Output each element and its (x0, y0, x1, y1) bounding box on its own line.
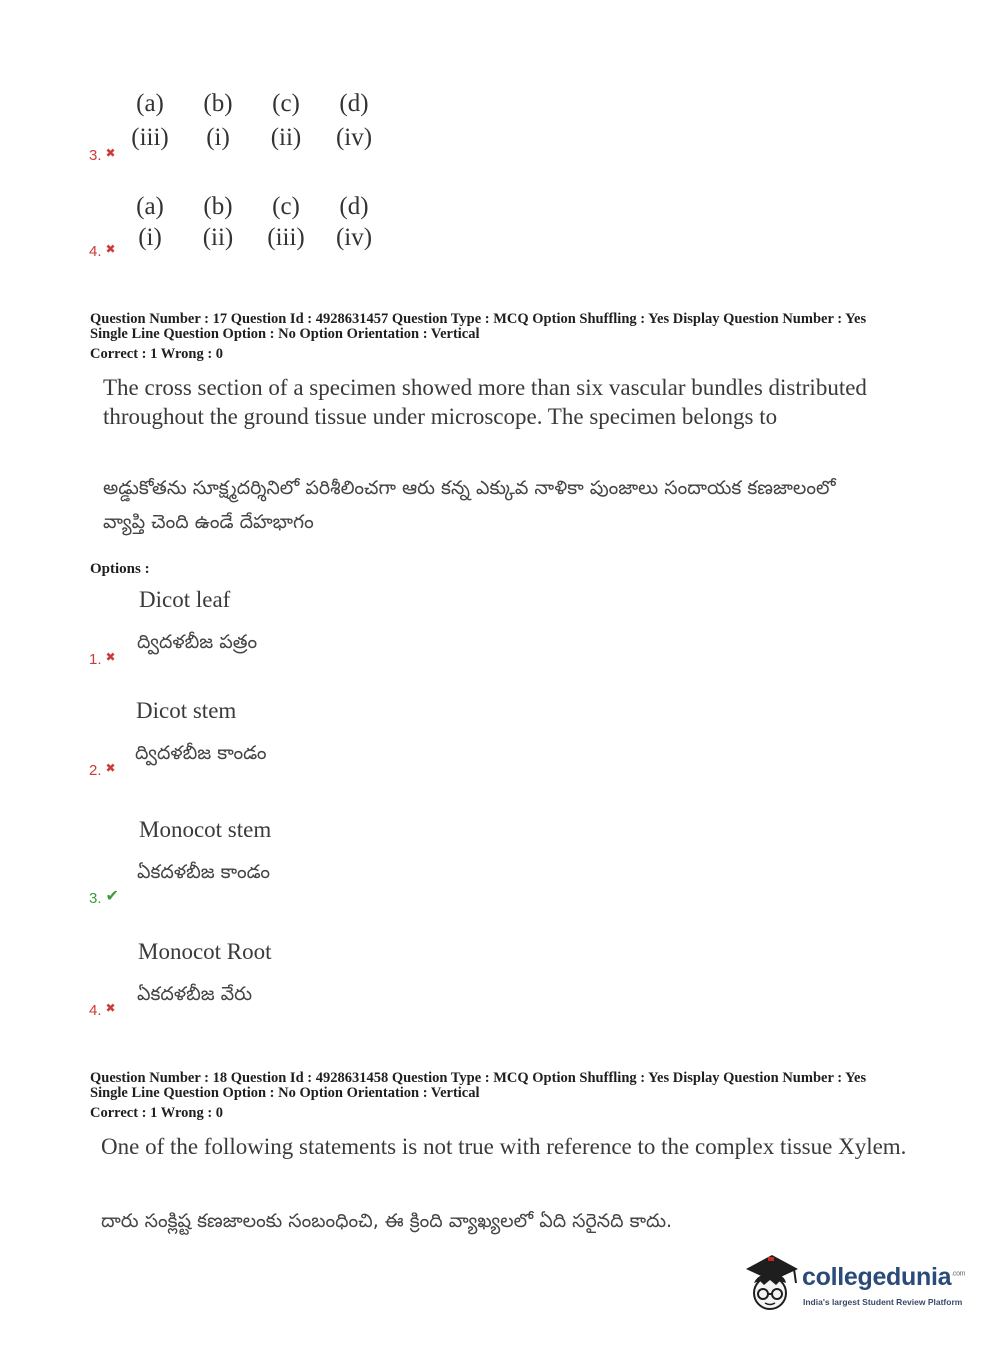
option-text-te: ఏకదళబీజ వేరు (137, 983, 253, 1005)
match-cell: (i) (138, 224, 162, 251)
meta-line: Question Number : 17 Question Id : 4928631457 Question Type : MCQ Option Shuffling : Yes Display Question Number : Yes (90, 311, 867, 327)
option-number (89, 651, 116, 668)
meta-line: Correct : 1 Wrong : 0 (90, 346, 224, 362)
match-cell: (a) (136, 90, 164, 117)
options-label: Options : (90, 561, 150, 577)
match-cell: (d) (339, 90, 369, 117)
logo-name: collegedunia (802, 1263, 952, 1291)
option-text-en: Monocot Root (138, 939, 272, 964)
match-cell: (c) (272, 90, 300, 117)
question-text-en (103, 373, 867, 431)
option-number-label: 4. (89, 1002, 102, 1019)
option-number (89, 888, 119, 908)
match-cell: (b) (203, 90, 233, 117)
option-number-label: 1. (89, 651, 102, 668)
match-cell: (c) (272, 193, 300, 220)
match-cell: (iv) (335, 224, 373, 251)
match-header-row (116, 193, 388, 221)
cross-icon: ✖ (105, 242, 116, 256)
option-number (89, 1002, 116, 1019)
option-number (89, 147, 116, 164)
match-cell: (iv) (335, 124, 373, 151)
cross-icon: ✖ (105, 1001, 116, 1015)
collegedunia-logo[interactable] (740, 1249, 970, 1319)
question-text-en: One of the following statements is not true with reference to the complex tissue Xylem. (101, 1134, 907, 1159)
question-text-line: throughout the ground tissue under microscope. The specimen belongs to (103, 404, 778, 429)
cross-icon: ✖ (105, 146, 116, 160)
question-text-line: వ్యాప్తి చెంది ఉండే దేహభాగం (103, 511, 314, 533)
checkmark-icon: ✔ (105, 888, 119, 905)
option-text-en: Dicot leaf (139, 587, 231, 612)
option-number-label: 3. (89, 890, 102, 907)
logo-tagline: India's largest Student Review Platform (803, 1297, 963, 1307)
logo-wordmark (802, 1263, 965, 1292)
question-meta (90, 312, 866, 362)
option-number (89, 762, 116, 779)
option-number (89, 243, 116, 260)
option-number-label: 4. (89, 243, 102, 260)
mascot-icon (740, 1249, 802, 1315)
match-cell: (a) (136, 193, 164, 220)
match-cell: (ii) (202, 224, 234, 251)
cross-icon: ✖ (105, 761, 116, 775)
match-cell: (b) (203, 193, 233, 220)
option-text-te: ఏకదళబీజ కాండం (137, 861, 270, 883)
meta-line: Question Number : 18 Question Id : 4928631458 Question Type : MCQ Option Shuffling : Yes Display Question Number : Yes (90, 1070, 867, 1086)
question-text-te (103, 471, 836, 539)
option-number-label: 3. (89, 147, 102, 164)
question-text-line: అడ్డుకోతను సూక్ష్మదర్శినిలో పరిశీలించగా ఆరు కన్న ఎక్కువ నాళికా పుంజాలు సందాయక కణజాలంలో (103, 477, 836, 499)
option-text-te: ద్విదళబీజ కాండం (135, 742, 267, 764)
option-text-en: Dicot stem (136, 698, 237, 723)
match-value-row (116, 224, 388, 252)
match-header-row (116, 90, 388, 118)
option-text-te: ద్విదళబీజ పత్రం (137, 631, 258, 653)
question-text-te: దారు సంక్లిష్ట కణజాలంకు సంబంధించి, ఈ క్రింది వ్యాఖ్యలలో ఏది సరైనది కాదు. (101, 1210, 673, 1232)
meta-line: Single Line Question Option : No Option Orientation : Vertical (90, 1085, 480, 1101)
cross-icon: ✖ (105, 650, 116, 664)
meta-line: Single Line Question Option : No Option Orientation : Vertical (90, 326, 480, 342)
match-cell: (iii) (131, 124, 169, 151)
match-cell: (i) (206, 124, 230, 151)
logo-suffix: .com (951, 1270, 966, 1278)
option-text-en: Monocot stem (139, 817, 272, 842)
match-cell: (iii) (267, 224, 305, 251)
question-meta (90, 1071, 866, 1121)
match-cell: (d) (339, 193, 369, 220)
meta-line: Correct : 1 Wrong : 0 (90, 1105, 224, 1121)
match-value-row (116, 124, 388, 152)
match-cell: (ii) (270, 124, 302, 151)
question-text-line: The cross section of a specimen showed more than six vascular bundles distributed (103, 375, 867, 400)
option-number-label: 2. (89, 762, 102, 779)
